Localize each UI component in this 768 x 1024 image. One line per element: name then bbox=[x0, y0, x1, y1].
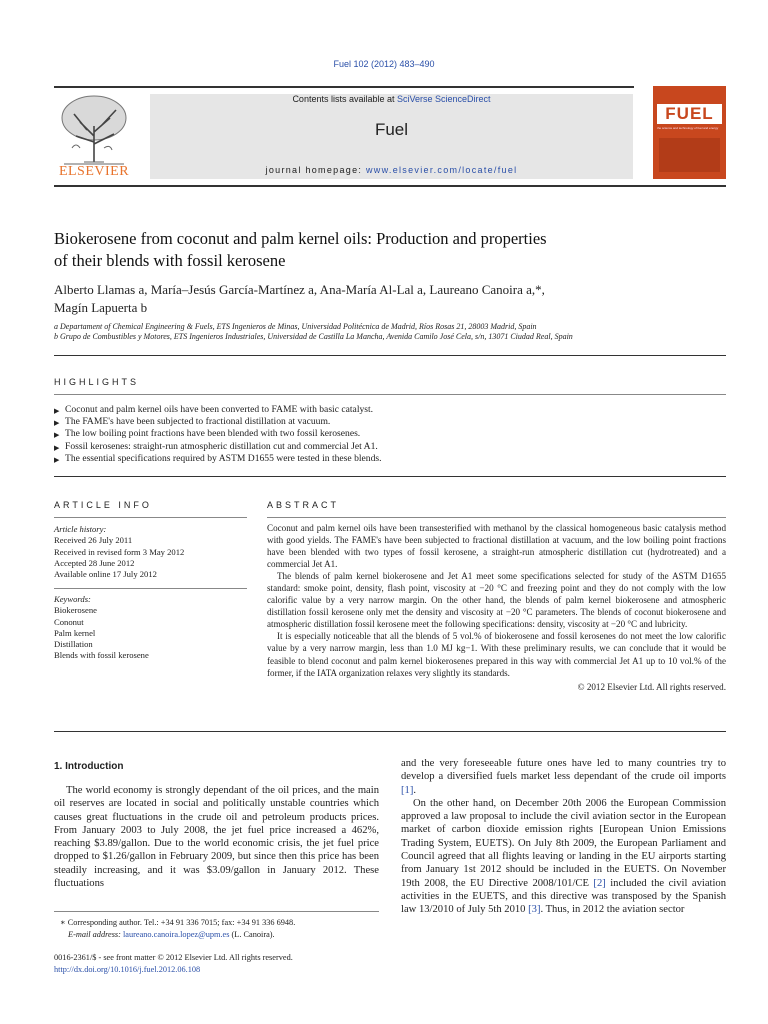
email-label: E-mail address: bbox=[68, 929, 123, 939]
email-link[interactable]: laureano.canoira.lopez@upm.es bbox=[123, 929, 230, 939]
email-line bbox=[54, 929, 384, 941]
homepage-prefix: journal homepage: bbox=[265, 165, 366, 175]
elsevier-wordmark: ELSEVIER bbox=[58, 164, 130, 179]
authors-line2[interactable]: Magín Lapuerta b bbox=[54, 300, 148, 315]
copyright-notice: © 2012 Elsevier Ltd. All rights reserved. bbox=[577, 681, 726, 692]
highlight-item: ▶ Fossil kerosenes: straight-run atmospheric distillation cut and commercial Jet A1. bbox=[54, 441, 726, 453]
history-revised: Received in revised form 3 May 2012 bbox=[54, 546, 185, 557]
contents-prefix: Contents lists available at bbox=[292, 94, 397, 104]
article-title-line1: Biokerosene from coconut and palm kernel oils: Production and properties bbox=[54, 229, 547, 248]
footnote-rule bbox=[54, 911, 379, 912]
issn-line: 0016-2361/$ - see front matter © 2012 Elsevier Ltd. All rights reserved. bbox=[54, 953, 293, 962]
abstract-paragraph: Coconut and palm kernel oils have been transesterified with methanol by the classical homogeneous basic catalysis method with good yields. The FAME's have been subjected to fractional distillation at vacuum, and the low boiling point fractions have been blended with two types of fossil kerosene, a straight-run atmospheric distillation cut (hydrotreated) and a commercial Jet A1. bbox=[267, 523, 726, 570]
footnotes bbox=[54, 917, 384, 940]
citation-link[interactable]: [3] bbox=[528, 904, 541, 916]
affiliation-a: a Departament of Chemical Engineering & Fuels, ETS Ingenieros de Minas, Universidad Politécnica de Madrid, Ríos Rosas 21, 28003 Madrid, Spain bbox=[54, 322, 537, 331]
history-accepted: Accepted 28 June 2012 bbox=[54, 557, 135, 568]
history-online: Available online 17 July 2012 bbox=[54, 569, 157, 580]
highlight-item: ▶ The FAME's have been subjected to fractional distillation at vacuum. bbox=[54, 416, 726, 428]
publication-info bbox=[54, 952, 394, 975]
highlights-rule bbox=[54, 394, 726, 395]
highlights-list bbox=[54, 404, 726, 465]
article-info-rule bbox=[54, 517, 247, 518]
highlights-bottom-rule bbox=[54, 476, 726, 477]
highlights-heading: HIGHLIGHTS bbox=[54, 377, 140, 387]
elsevier-tree-icon bbox=[54, 92, 134, 166]
email-suffix: (L. Canoira). bbox=[229, 929, 275, 939]
citation-link[interactable]: [2] bbox=[593, 877, 606, 889]
abstract-bottom-rule bbox=[54, 731, 726, 732]
keywords bbox=[54, 594, 254, 662]
journal-cover bbox=[653, 86, 726, 179]
keyword: Cononut bbox=[54, 616, 84, 627]
intro-right-column bbox=[401, 757, 726, 917]
intro-text: . Thus, in 2012 the aviation sector bbox=[540, 904, 685, 916]
intro-text: and the very foreseeable future ones have led to many countries try to develop a diversified fuels market less dependant of the crude oil imports bbox=[401, 758, 726, 783]
highlight-item: ▶ The low boiling point fractions have been blended with two fossil kerosenes. bbox=[54, 428, 726, 440]
intro-text: On the other hand, on December 20th 2006 the European Commission approved a law proposal to include the civil aviation sector in the European market of carbon dioxide emission rights [European Union Emissions Trading System, EUETS). On July 8th 2009, the European Parliament and Council agreed that all flights leaving or landing in the EU airports starting from January 1st 2012 should be included in the EUETS. On November 19th 2008, the EU Directive 2008/101/CE bbox=[401, 797, 726, 889]
affiliation-rule bbox=[54, 355, 726, 356]
abstract-rule bbox=[267, 517, 726, 518]
history-label: Article history: bbox=[54, 524, 107, 534]
cover-title: FUEL bbox=[657, 104, 722, 124]
homepage-link[interactable]: www.elsevier.com/locate/fuel bbox=[366, 165, 518, 175]
abstract-paragraph: The blends of palm kernel biokerosene and Jet A1 meet some specifications selected for study of the ASTM D1655 standard: smoke point, density, flash point, viscosity at −20 °C and freezing point and they do not comply with the low calorific value by a very narrow margin. On the other hand, the blends of palm kernel biokerosene and atmospheric distillation fossil kerosene only met the density and viscosity at −20 °C parameters. The blends of coconut biokerosene and atmospheric distillation fossil kerosene meet the following specifications: density, viscosity at −20 °C and lubricity. bbox=[267, 571, 726, 630]
article-history bbox=[54, 524, 254, 580]
affiliation-b: b Grupo de Combustibles y Motores, ETS Ingenieros Industriales, Universidad de Castilla La Mancha, Avenida Camilo José Cela, s/n, 13071 Ciudad Real, Spain bbox=[54, 332, 573, 341]
authors-line1[interactable]: Alberto Llamas a, María–Jesús García-Martínez a, Ana-María Al-Lal a, Laureano Canoira a,*, bbox=[54, 282, 545, 297]
sciencedirect-link[interactable]: SciVerse ScienceDirect bbox=[397, 94, 491, 104]
article-title-line2: of their blends with fossil kerosene bbox=[54, 251, 286, 270]
intro-text: included the civil aviation activities in the EUETS, and this directive was transposed by the Spanish law 13/2010 of July 5th 2010 bbox=[401, 877, 726, 916]
abstract-heading: ABSTRACT bbox=[267, 500, 340, 510]
citation-link[interactable]: [1] bbox=[401, 784, 414, 796]
keywords-rule bbox=[54, 588, 247, 589]
keywords-label: Keywords: bbox=[54, 594, 91, 604]
article-info-heading: ARTICLE INFO bbox=[54, 500, 152, 510]
cover-subtitle: the science and technology of fuel and energy bbox=[657, 126, 719, 130]
cover-band bbox=[659, 138, 720, 172]
highlight-item: ▶ Coconut and palm kernel oils have been converted to FAME with basic catalyst. bbox=[54, 404, 726, 416]
keyword: Distillation bbox=[54, 639, 93, 650]
section-heading-introduction: 1. Introduction bbox=[54, 761, 124, 772]
journal-header-box bbox=[150, 94, 633, 179]
highlight-item: ▶ The essential specifications required by ASTM D1655 were tested in these blends. bbox=[54, 453, 726, 465]
keyword: Palm kernel bbox=[54, 627, 96, 638]
author-list bbox=[54, 281, 734, 317]
affiliations bbox=[54, 322, 744, 342]
abstract-paragraph: It is especially noticeable that all the blends of 5 vol.% of biokerosene and fossil kerosenes do not meet the low calorific value by a very narrow margin, less than 1.0 MJ kg−1. With these preliminary results, we can conclude that it would be feasible to blend coconut and palm kernel biokerosenes prepared in this way with commercial Jet A1 up to 10 vol.% of the former, if the IATA organization relaxes very slightly its standards. bbox=[267, 631, 726, 678]
doi-link[interactable]: http://dx.doi.org/10.1016/j.fuel.2012.06.108 bbox=[54, 964, 201, 974]
article-title bbox=[54, 228, 734, 272]
contents-line bbox=[150, 94, 633, 104]
keyword: Blends with fossil kerosene bbox=[54, 650, 149, 661]
elsevier-logo bbox=[54, 92, 134, 180]
intro-paragraph bbox=[401, 797, 726, 917]
journal-reference[interactable]: Fuel 102 (2012) 483–490 bbox=[333, 59, 435, 69]
intro-paragraph bbox=[401, 757, 726, 797]
journal-name: Fuel bbox=[374, 120, 409, 139]
intro-left-column bbox=[54, 784, 379, 890]
header-bottom-rule bbox=[54, 185, 726, 187]
intro-text: . bbox=[413, 784, 417, 796]
history-received: Received 26 July 2011 bbox=[54, 535, 133, 546]
homepage-line bbox=[150, 165, 633, 175]
header-top-rule bbox=[54, 86, 634, 88]
abstract-body bbox=[267, 522, 726, 693]
keyword: Biokerosene bbox=[54, 605, 97, 616]
intro-paragraph: The world economy is strongly dependant of the oil prices, and the main oil reserves are located in social and politically unstable countries which causes great fluctuations in the crude oil and petroleum products prices. From January 2003 to July 2008, the jet fuel price increased a 462%, reaching $3.89/gallon. Due to the world economic crisis, the jet fuel price dropped to $1.26/gallon in February 2009, but since then this price has been steadily increasing, and it was $3.09/gallon in January 2012. These fluctuations bbox=[54, 785, 379, 890]
corresponding-author: ∗ Corresponding author. Tel.: +34 91 336 7015; fax: +34 91 336 6948. bbox=[60, 918, 296, 927]
